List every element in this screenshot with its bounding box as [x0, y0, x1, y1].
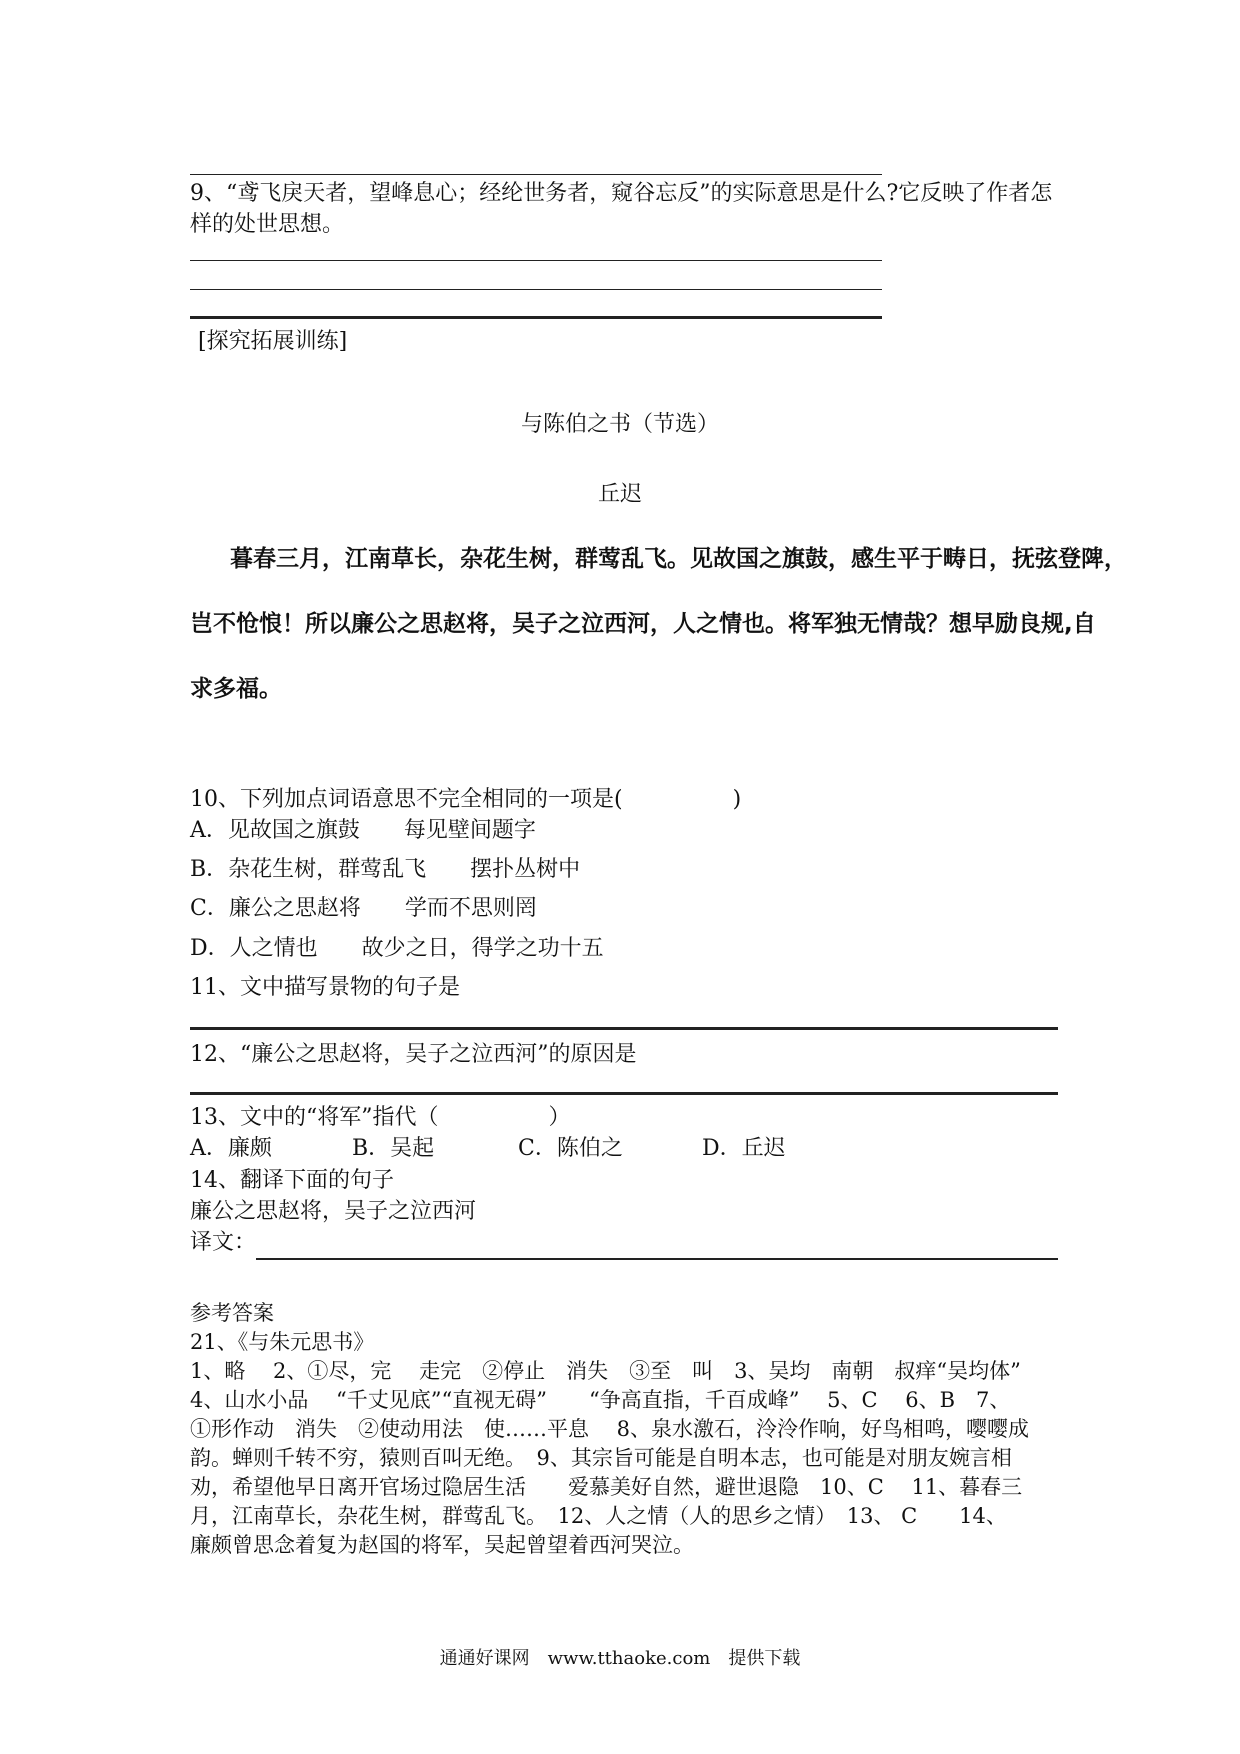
- answers-subheading: 21、《与朱元思书》: [190, 1330, 375, 1354]
- q10-option-a: A．见故国之旗鼓 每见壁间题字: [190, 818, 536, 843]
- answer-line-text: 1、略 2、①尽，完 走完 ②停止 消失 ③至 叫 3、吴均 南朝 叔痒“吴均体”: [190, 1359, 1021, 1383]
- passage-line: 暮春三月，江南草长，杂花生树，群莺乱飞。见故国之旗鼓，感生平于畴日，抚弦登陴，: [230, 546, 1127, 572]
- q10-option-b: B．杂花生树，群莺乱飞 摆扑丛树中: [190, 857, 581, 882]
- q14-sentence: 廉公之思赵将，吴子之泣西河: [190, 1199, 477, 1224]
- answer-line: [190, 260, 882, 261]
- q10-option-d: D．人之情也 故少之日，得学之功十五: [190, 936, 604, 961]
- passage-title: 与陈伯之书（节选）: [520, 412, 719, 437]
- q12-stem: 12、“廉公之思赵将，吴子之泣西河”的原因是: [190, 1042, 637, 1067]
- answer-line-text: 月，江南草长，杂花生树，群莺乱飞。 12、人之情（人的思乡之情） 13、 C 14、: [190, 1504, 1007, 1528]
- passage-line: 岂不怆悢！所以廉公之思赵将，吴子之泣西河，人之情也。将军独无情哉？想早励良规,自: [190, 611, 1096, 637]
- answers-heading: 参考答案: [190, 1301, 274, 1325]
- q13-option-d: D．丘迟: [702, 1136, 786, 1161]
- page-footer: 通通好课网 www.tthaoke.com 提供下载: [439, 1648, 801, 1669]
- answer-line-text: 劝，希望他早日离开官场过隐居生活 爱慕美好自然，避世退隐 10、C 11、暮春三: [190, 1475, 1023, 1499]
- q10-option-c: C．廉公之思赵将 学而不思则罔: [190, 896, 537, 921]
- passage-line: 求多福。: [190, 676, 282, 702]
- q13-stem: 13、文中的“将军”指代（ ）: [190, 1105, 571, 1130]
- q9-line2: 样的处世思想。: [190, 212, 345, 237]
- answer-line: [190, 316, 882, 319]
- answer-line: [190, 1092, 1058, 1095]
- answer-line-text: 4、山水小品 “千丈见底”“直视无碍” “争高直指，千百成峰” 5、C 6、B 7、: [190, 1388, 1011, 1412]
- q14-translation-label: 译文：: [190, 1230, 257, 1255]
- q11-stem: 11、文中描写景物的句子是: [190, 975, 460, 1000]
- q9-line1: 9、“鸢飞戾天者，望峰息心；经纶世务者，窥谷忘反”的实际意思是什么?它反映了作者怎: [190, 181, 1053, 206]
- q13-option-b: B．吴起: [352, 1136, 435, 1161]
- answer-line-text: 廉颇曾思念着复为赵国的将军，吴起曾望着西河哭泣。: [190, 1533, 694, 1557]
- passage-author: 丘迟: [597, 482, 642, 507]
- answer-line: [190, 289, 882, 290]
- q13-option-c: C．陈伯之: [518, 1136, 623, 1161]
- q14-stem: 14、翻译下面的句子: [190, 1168, 394, 1193]
- answer-line-text: ①形作动 消失 ②使动用法 使……平息 8、泉水激石，泠泠作响，好鸟相鸣，嘤嘤成: [190, 1417, 1030, 1441]
- answer-line: [190, 1027, 1058, 1030]
- q10-stem: 10、下列加点词语意思不完全相同的一项是( ): [190, 787, 742, 812]
- q9-top-rule: [190, 174, 882, 175]
- translation-answer-line: [256, 1258, 1058, 1260]
- section-heading: [探究拓展训练]: [198, 329, 348, 354]
- q13-option-a: A．廉颇: [190, 1136, 272, 1161]
- answer-line-text: 韵。蝉则千转不穷，猿则百叫无绝。 9、其宗旨可能是自明本志，也可能是对朋友婉言相: [190, 1446, 1012, 1470]
